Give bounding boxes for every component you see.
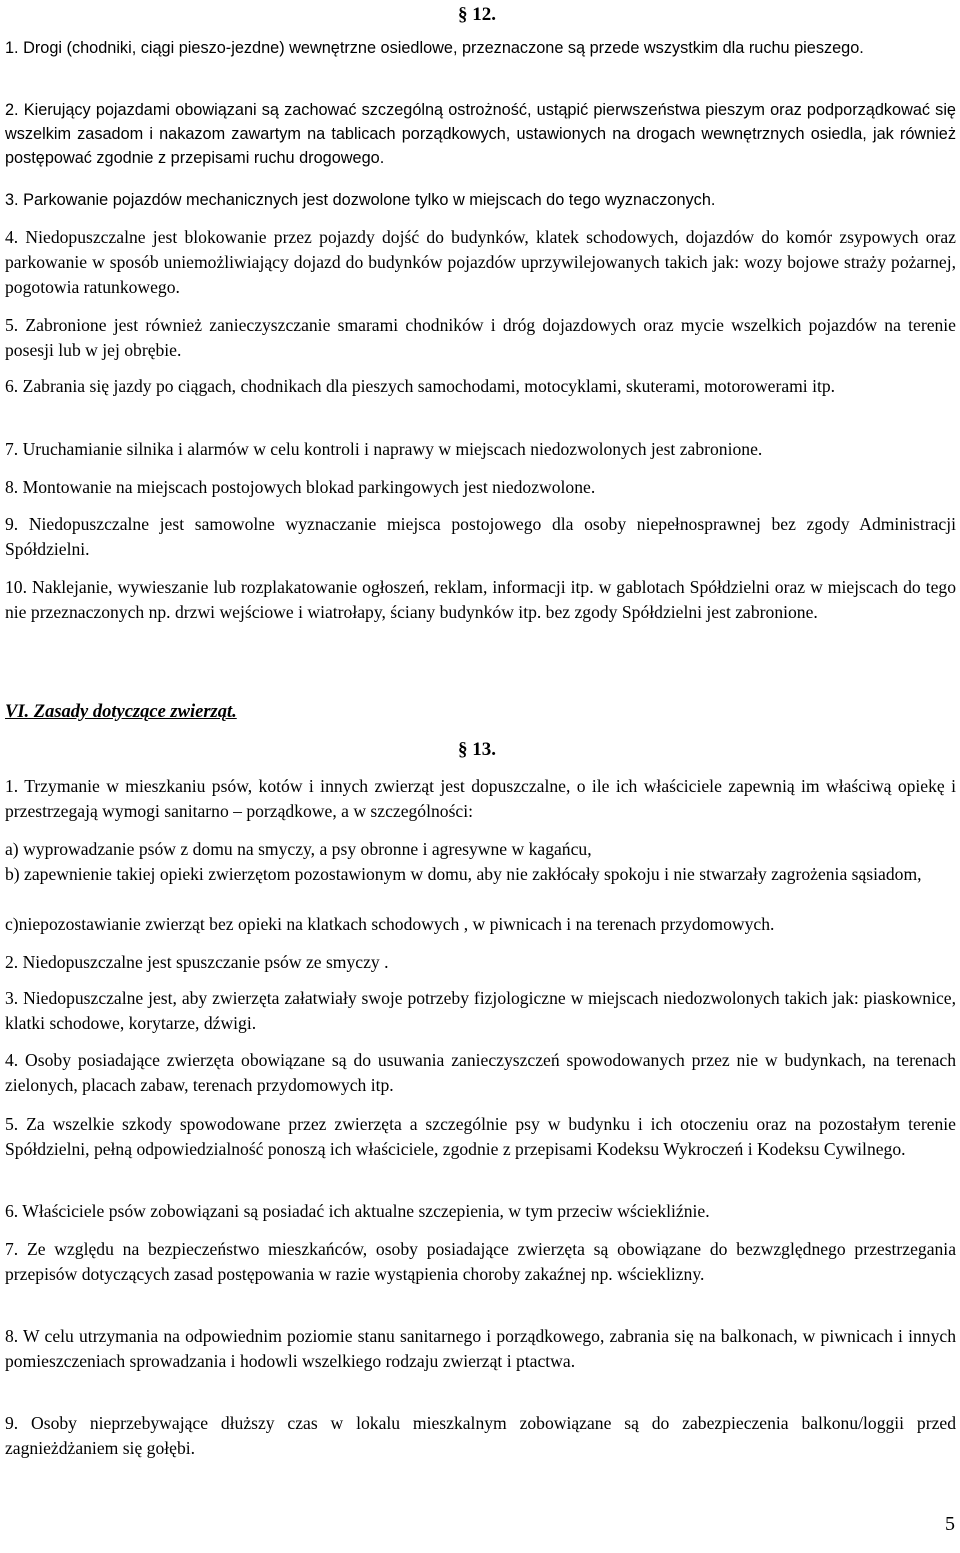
paragraph-12-1: 1. Drogi (chodniki, ciągi pieszo-jezdne) wewnętrzne osiedlowe, przeznaczone są przede wszystkim dla ruchu pieszego. <box>5 39 864 57</box>
paragraph-13-1: 1. Trzymanie w mieszkaniu psów, kotów i innych zwierząt jest dopuszczalne, o ile ich właściciele zapewnią im właściwą opiekę i przestrzegają wymogi sanitarno – porządkowe, a w szczególności: <box>5 776 956 821</box>
paragraph-13-6: 6. Właściciele psów zobowiązani są posiadać ich aktualne szczepienia, w tym przeciw wściekliźnie. <box>5 1201 710 1221</box>
page-number: 5 <box>945 1513 955 1535</box>
paragraph-13-1c: c)niepozostawianie zwierząt bez opieki na klatkach schodowych , w piwnicach i na terenach przydomowych. <box>5 914 775 934</box>
paragraph-12-10: 10. Naklejanie, wywieszanie lub rozplakatowanie ogłoszeń, reklam, informacji itp. w gablotach Spółdzielni oraz w miejscach do tego nie przeznaczonych np. drzwi wejściowe i wiatrołapy, ściany budynków itp. bez zgody Spółdzielni jest zabronione. <box>5 577 956 622</box>
paragraph-12-7: 7. Uruchamianie silnika i alarmów w celu kontroli i naprawy w miejscach niedozwolonych jest zabronione. <box>5 439 763 459</box>
paragraph-12-4: 4. Niedopuszczalne jest blokowanie przez pojazdy dojść do budynków, klatek schodowych, dojazdów do komór zsypowych oraz parkowanie w sposób uniemożliwiający dojazd do budynków pojazdów uprzywilejowanych takich jak: wozy bojowe straży pożarnej, pogotowia ratunkowego. <box>5 227 956 297</box>
paragraph-13-3: 3. Niedopuszczalne jest, aby zwierzęta załatwiały swoje potrzeby fizjologiczne w miejscach niedozwolonych takich jak: piaskownice, klatki schodowe, korytarze, dźwigi. <box>5 988 956 1033</box>
paragraph-12-2: 2. Kierujący pojazdami obowiązani są zachować szczególną ostrożność, ustąpić pierwszeństwa pieszym oraz podporządkować się wszelkim zasadom i nakazom zawartym na tablicach porządkowych, ustawionych na drogach wewnętrznych osiedla, jak również postępować zgodnie z przepisami ruchu drogowego. <box>5 101 956 167</box>
paragraph-13-5: 5. Za wszelkie szkody spowodowane przez zwierzęta a szczególnie psy w budynku i ich otoczeniu oraz na pozostałym terenie Spółdzielni, pełną odpowiedzialność ponoszą ich właściciele, zgodnie z przepisami Kodeksu Wykroczeń i Kodeksu Cywilnego. <box>5 1114 956 1159</box>
paragraph-13-9: 9. Osoby nieprzebywające dłuższy czas w lokalu mieszkalnym zobowiązane są do zabezpieczenia balkonu/loggii przed zagnieżdżaniem się gołębi. <box>5 1413 956 1458</box>
chapter-6-heading: VI. Zasady dotyczące zwierząt. <box>5 702 237 722</box>
paragraph-13-8: 8. W celu utrzymania na odpowiednim poziomie stanu sanitarnego i porządkowego, zabrania się na balkonach, w piwnicach i innych pomieszczeniach sprowadzania i hodowli wszelkiego rodzaju zwierząt i ptactwa. <box>5 1326 956 1371</box>
paragraph-13-1b: b) zapewnienie takiej opieki zwierzętom pozostawionym w domu, aby nie zakłócały spokoju i nie stwarzały zagrożenia sąsiadom, <box>5 864 922 884</box>
paragraph-13-4: 4. Osoby posiadające zwierzęta obowiązane są do usuwania zanieczyszczeń spowodowanych przez nie w budynkach, na terenach zielonych, placach zabaw, terenach przydomowych itp. <box>5 1050 956 1095</box>
section-12-title: § 12. <box>458 4 496 25</box>
paragraph-12-5: 5. Zabronione jest również zanieczyszczanie smarami chodników i dróg dojazdowych oraz mycie wszelkich pojazdów na terenie posesji lub w jej obrębie. <box>5 315 956 360</box>
paragraph-12-6: 6. Zabrania się jazdy po ciągach, chodnikach dla pieszych samochodami, motocyklami, skuterami, motorowerami itp. <box>5 376 836 396</box>
paragraph-12-8: 8. Montowanie na miejscach postojowych blokad parkingowych jest niedozwolone. <box>5 477 596 497</box>
section-13-title: § 13. <box>458 739 496 760</box>
paragraph-13-7: 7. Ze względu na bezpieczeństwo mieszkańców, osoby posiadające zwierzęta są obowiązane do bezwzględnego przestrzegania przepisów dotyczących zasad postępowania w razie wystąpienia choroby zakaźnej np. wścieklizny. <box>5 1239 956 1284</box>
paragraph-12-3: 3. Parkowanie pojazdów mechanicznych jest dozwolone tylko w miejscach do tego wyznaczonych. <box>5 191 716 209</box>
paragraph-13-1a: a) wyprowadzanie psów z domu na smyczy, a psy obronne i agresywne w kagańcu, <box>5 839 592 859</box>
paragraph-12-9: 9. Niedopuszczalne jest samowolne wyznaczanie miejsca postojowego dla osoby niepełnosprawnej bez zgody Administracji Spółdzielni. <box>5 514 956 559</box>
paragraph-13-2: 2. Niedopuszczalne jest spuszczanie psów ze smyczy . <box>5 952 389 972</box>
